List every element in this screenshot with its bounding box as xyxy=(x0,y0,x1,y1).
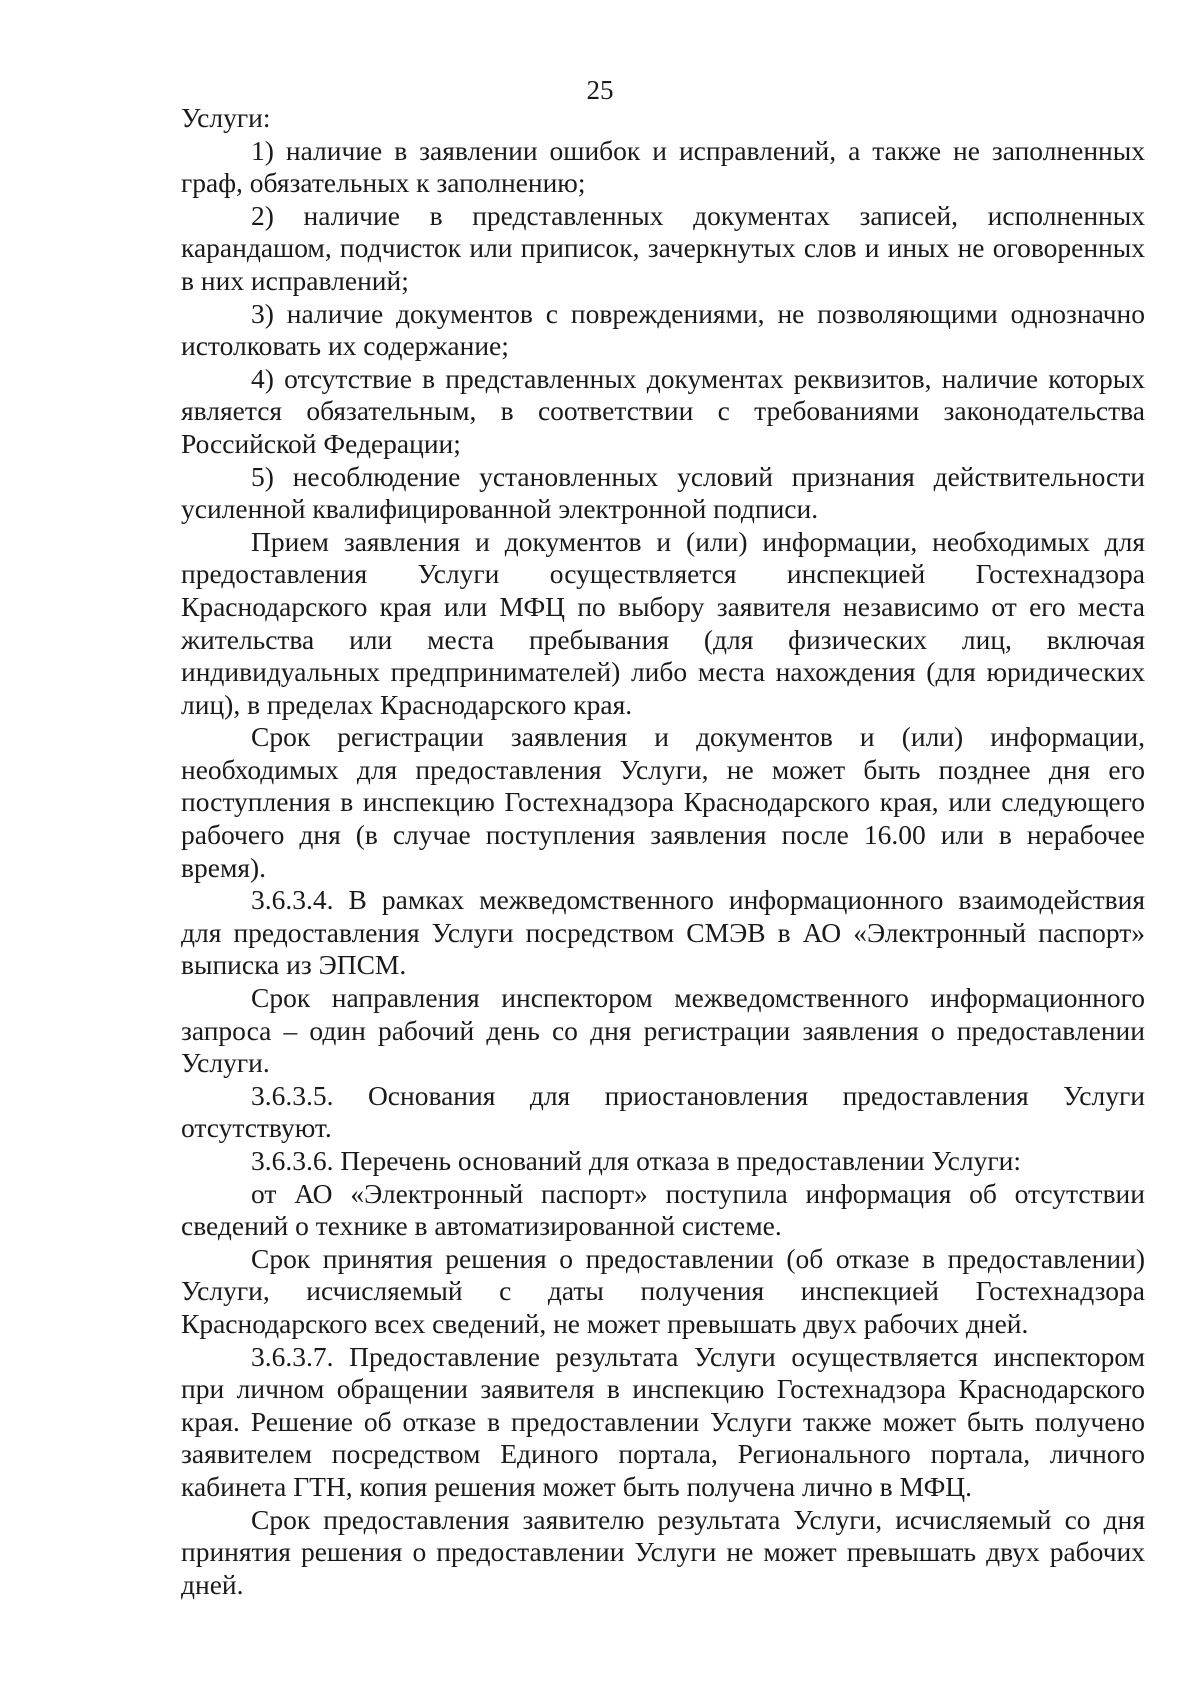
document-body xyxy=(181,102,1145,1601)
paragraph-3-6-3-6: 3.6.3.6. Перечень оснований для отказа в предоставлении Услуги: xyxy=(251,1145,1021,1176)
paragraph-item-5: 5) несоблюдение установленных условий признания действительности усиленной квалифицированной электронной подписи. xyxy=(181,460,1145,525)
paragraph-reception: Прием заявления и документов и (или) информации, необходимых для предоставления Услуги осуществляется инспекцией Гостехнадзора Краснодарского края или МФЦ по выбору заявителя независимо от его места жительства или места пребывания (для физических лиц, включая индивидуальных предпринимателей) либо места нахождения (для юридических лиц), в пределах Краснодарского края. xyxy=(181,525,1145,720)
paragraph-request-term: Срок направления инспектором межведомственного информационного запроса – один рабочий день со дня регистрации заявления о предоставлении Услуги. xyxy=(181,982,1145,1079)
paragraph-item-3: 3) наличие документов с повреждениями, не позволяющими однозначно истолковать их содержание; xyxy=(181,297,1145,362)
paragraph-refusal-ground: от АО «Электронный паспорт» поступила информация об отсутствии сведений о технике в автоматизированной системе. xyxy=(181,1177,1145,1242)
paragraph-3-6-3-4: 3.6.3.4. В рамках межведомственного информационного взаимодействия для предоставления Услуги посредством СМЭВ в АО «Электронный паспорт» выписка из ЭПСМ. xyxy=(181,884,1145,981)
paragraph-3-6-3-5: 3.6.3.5. Основания для приостановления предоставления Услуги отсутствуют. xyxy=(181,1079,1145,1144)
paragraph-item-2: 2) наличие в представленных документах записей, исполненных карандашом, подчисток или приписок, зачеркнутых слов и иных не оговоренных в них исправлений; xyxy=(181,199,1145,296)
paragraph-decision-term: Срок принятия решения о предоставлении (об отказе в предоставлении) Услуги, исчисляемый с даты получения инспекцией Гостехнадзора Краснодарского всех сведений, не может превышать двух рабочих дней. xyxy=(181,1242,1145,1339)
paragraph-3-6-3-7: 3.6.3.7. Предоставление результата Услуги осуществляется инспектором при личном обращении заявителя в инспекцию Гостехнадзора Краснодарского края. Решение об отказе в предоставлении Услуги также может быть получено заявителем посредством Единого портала, Регионального портала, личного кабинета ГТН, копия решения может быть получена лично в МФЦ. xyxy=(181,1340,1145,1502)
paragraph-item-1: 1) наличие в заявлении ошибок и исправлений, а также не заполненных граф, обязательных к заполнению; xyxy=(181,134,1145,199)
paragraph-result-term: Срок предоставления заявителю результата Услуги, исчисляемый со дня принятия решения о предоставлении Услуги не может превышать двух рабочих дней. xyxy=(181,1503,1145,1600)
paragraph-continuation: Услуги: xyxy=(181,102,271,133)
page-number: 25 xyxy=(586,75,614,105)
paragraph-item-4: 4) отсутствие в представленных документах реквизитов, наличие которых является обязательным, в соответствии с требованиями законодательства Российской Федерации; xyxy=(181,362,1145,459)
paragraph-registration-term: Срок регистрации заявления и документов и (или) информации, необходимых для предоставления Услуги, не может быть позднее дня его поступления в инспекцию Гостехнадзора Краснодарского края, или следующего рабочего дня (в случае поступления заявления после 16.00 или в нерабочее время). xyxy=(181,721,1145,883)
